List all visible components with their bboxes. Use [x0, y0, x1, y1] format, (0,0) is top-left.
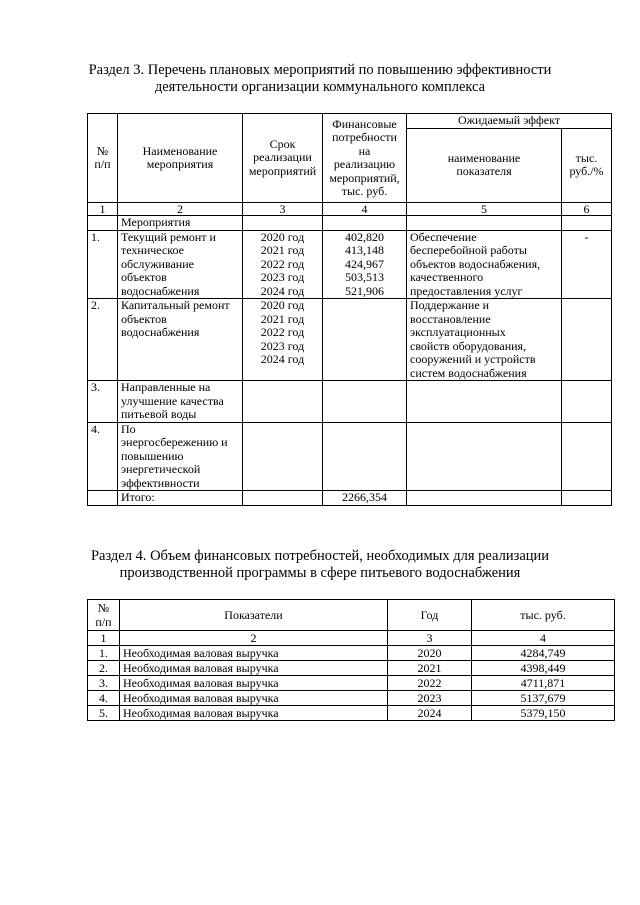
- table-row: [88, 422, 612, 491]
- table-row: [88, 676, 615, 691]
- s4-row-num: 5.: [88, 706, 120, 721]
- table-row: [88, 691, 615, 706]
- header-name: Наименование мероприятия: [118, 114, 243, 203]
- table-row: [88, 661, 615, 676]
- row-unit: [562, 381, 612, 423]
- row-costs: [323, 299, 407, 381]
- row-name: Направленные на улучшение качества питьевой воды: [118, 381, 243, 423]
- section3-colnum-row: [88, 203, 612, 216]
- s4-row-num: 1.: [88, 646, 120, 661]
- header-term: Срок реализации мероприятий: [243, 114, 323, 203]
- table-row: [88, 646, 615, 661]
- row-years: 2020 год 2021 год 2022 год 2023 год 2024 год: [243, 230, 323, 299]
- header-finance: Финансовые потребности на реализацию мероприятий, тыс. руб.: [323, 114, 407, 203]
- row-costs: [323, 381, 407, 423]
- row-costs: 402,820 413,148 424,967 503,513 521,906: [323, 230, 407, 299]
- s4-row-year: 2020: [388, 646, 472, 661]
- table-row: [88, 381, 612, 423]
- s4-row-year: 2022: [388, 676, 472, 691]
- s4-row-num: 3.: [88, 676, 120, 691]
- section3-group-row: [88, 216, 612, 231]
- row-num: 4.: [88, 422, 118, 491]
- row-name: Текущий ремонт и техническое обслуживание объектов водоснабжения: [118, 230, 243, 299]
- colnum-4: 4: [323, 203, 407, 216]
- s4-header-amount: тыс. руб.: [472, 600, 615, 631]
- s4-colnum-3: 3: [388, 631, 472, 646]
- s4-row-amount: 4398,449: [472, 661, 615, 676]
- group-label: Мероприятия: [118, 216, 243, 231]
- section4-heading: [0, 548, 640, 582]
- table-row: [88, 706, 615, 721]
- s4-row-indicator: Необходимая валовая выручка: [120, 706, 388, 721]
- row-years: [243, 422, 323, 491]
- colnum-5: 5: [407, 203, 562, 216]
- section3-title-line2: деятельности организации коммунального комплекса: [154, 79, 486, 95]
- row-years: [243, 381, 323, 423]
- section4-title-line1: Раздел 4. Объем финансовых потребностей, необходимых для реализации: [90, 548, 550, 564]
- section4-table: [87, 599, 615, 721]
- s4-colnum-4: 4: [472, 631, 615, 646]
- s4-row-indicator: Необходимая валовая выручка: [120, 661, 388, 676]
- section3-total-row: [88, 491, 612, 506]
- s4-colnum-2: 2: [120, 631, 388, 646]
- s4-header-num: № п/п: [88, 600, 120, 631]
- row-name: По энергосбережению и повышению энергетической эффективности: [118, 422, 243, 491]
- row-name: Капитальный ремонт объектов водоснабжения: [118, 299, 243, 381]
- s4-header-year: Год: [388, 600, 472, 631]
- header-indicator: наименование показателя: [407, 128, 562, 202]
- section4-title-line2: производственной программы в сфере питьевого водоснабжения: [119, 565, 521, 581]
- header-effect: Ожидаемый эффект: [407, 114, 612, 129]
- row-effect: [407, 422, 562, 491]
- row-num: 2.: [88, 299, 118, 381]
- total-label: Итого:: [118, 491, 243, 506]
- row-unit: -: [562, 230, 612, 299]
- s4-row-indicator: Необходимая валовая выручка: [120, 691, 388, 706]
- header-unit: тыс. руб./%: [562, 128, 612, 202]
- colnum-3: 3: [243, 203, 323, 216]
- s4-row-amount: 4711,871: [472, 676, 615, 691]
- section4-header-row: [88, 600, 615, 631]
- s4-colnum-1: 1: [88, 631, 120, 646]
- s4-row-year: 2021: [388, 661, 472, 676]
- row-num: 3.: [88, 381, 118, 423]
- section4-colnum-row: [88, 631, 615, 646]
- total-value: 2266,354: [323, 491, 407, 506]
- row-effect: Обеспечение бесперебойной работы объектов водоснабжения, качественного предоставления услуг: [407, 230, 562, 299]
- s4-row-year: 2023: [388, 691, 472, 706]
- section3-heading: [0, 62, 640, 96]
- colnum-6: 6: [562, 203, 612, 216]
- s4-row-indicator: Необходимая валовая выручка: [120, 676, 388, 691]
- s4-row-indicator: Необходимая валовая выручка: [120, 646, 388, 661]
- s4-row-num: 4.: [88, 691, 120, 706]
- s4-header-indicator: Показатели: [120, 600, 388, 631]
- row-years: 2020 год 2021 год 2022 год 2023 год 2024 год: [243, 299, 323, 381]
- table-row: [88, 230, 612, 299]
- row-unit: [562, 299, 612, 381]
- section3-header-row: [88, 114, 612, 129]
- section3-table: [87, 113, 612, 506]
- colnum-2: 2: [118, 203, 243, 216]
- row-costs: [323, 422, 407, 491]
- s4-row-amount: 4284,749: [472, 646, 615, 661]
- s4-row-amount: 5137,679: [472, 691, 615, 706]
- header-num: № п/п: [88, 114, 118, 203]
- s4-row-num: 2.: [88, 661, 120, 676]
- table-row: [88, 299, 612, 381]
- s4-row-year: 2024: [388, 706, 472, 721]
- row-num: 1.: [88, 230, 118, 299]
- colnum-1: 1: [88, 203, 118, 216]
- row-effect: Поддержание и восстановление эксплуатационных свойств оборудования, сооружений и устройств систем водоснабжения: [407, 299, 562, 381]
- row-effect: [407, 381, 562, 423]
- s4-row-amount: 5379,150: [472, 706, 615, 721]
- section3-title-line1: Раздел 3. Перечень плановых мероприятий по повышению эффективности: [88, 62, 552, 78]
- row-unit: [562, 422, 612, 491]
